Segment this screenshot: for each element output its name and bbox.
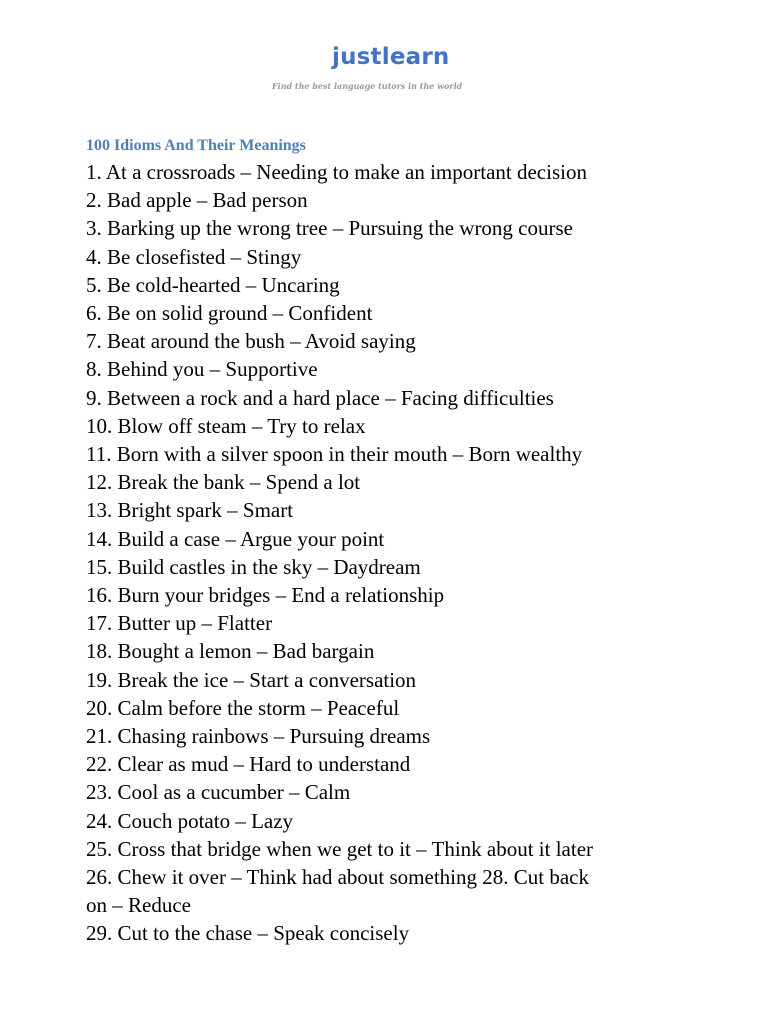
idiom-line: 1. At a crossroads – Needing to make an important decision: [86, 160, 587, 184]
idiom-line: 9. Between a rock and a hard place – Facing difficulties: [86, 385, 554, 410]
brand-tagline: Find the best language tutors in the world: [272, 81, 463, 91]
idiom-line: 6. Be on solid ground – Confident: [86, 301, 373, 326]
idiom-line: 23. Cool as a cucumber – Calm: [86, 780, 351, 805]
idiom-list: [86, 158, 686, 948]
idiom-line: 18. Bought a lemon – Bad bargain: [86, 639, 375, 664]
idiom-line: 5. Be cold-hearted – Uncaring: [86, 272, 340, 297]
brand-logo: justlearn: [332, 44, 450, 70]
idiom-line: 17. Butter up – Flatter: [86, 611, 273, 636]
idiom-line: 3. Barking up the wrong tree – Pursuing the wrong course: [86, 216, 573, 241]
idiom-line: 10. Blow off steam – Try to relax: [86, 413, 366, 438]
idiom-line: 16. Burn your bridges – End a relationship: [86, 583, 445, 608]
idiom-line: 19. Break the ice – Start a conversation: [86, 667, 417, 692]
idiom-line: 29. Cut to the chase – Speak concisely: [86, 921, 410, 946]
idiom-line: 14. Build a case – Argue your point: [86, 526, 385, 551]
idiom-line: 26. Chew it over – Think had about something 28. Cut back: [86, 865, 589, 890]
document-heading: 100 Idioms And Their Meanings: [86, 137, 306, 154]
idiom-line: 11. Born with a silver spoon in their mouth – Born wealthy: [86, 442, 583, 467]
idiom-line: 22. Clear as mud – Hard to understand: [86, 752, 411, 777]
idiom-line: on – Reduce: [86, 893, 191, 918]
idiom-line: 25. Cross that bridge when we get to it – Think about it later: [86, 836, 594, 861]
idiom-line: 7. Beat around the bush – Avoid saying: [86, 329, 416, 354]
idiom-line: 15. Build castles in the sky – Daydream: [86, 554, 421, 579]
idiom-line: 21. Chasing rainbows – Pursuing dreams: [86, 724, 431, 749]
idiom-line: 24. Couch potato – Lazy: [86, 808, 294, 833]
idiom-line: 8. Behind you – Supportive: [86, 357, 318, 382]
idiom-line: 2. Bad apple – Bad person: [86, 188, 308, 213]
idiom-line: 4. Be closefisted – Stingy: [86, 244, 302, 269]
idiom-line: 12. Break the bank – Spend a lot: [86, 470, 361, 495]
idiom-line: 20. Calm before the storm – Peaceful: [86, 695, 400, 720]
idiom-line: 13. Bright spark – Smart: [86, 498, 294, 523]
